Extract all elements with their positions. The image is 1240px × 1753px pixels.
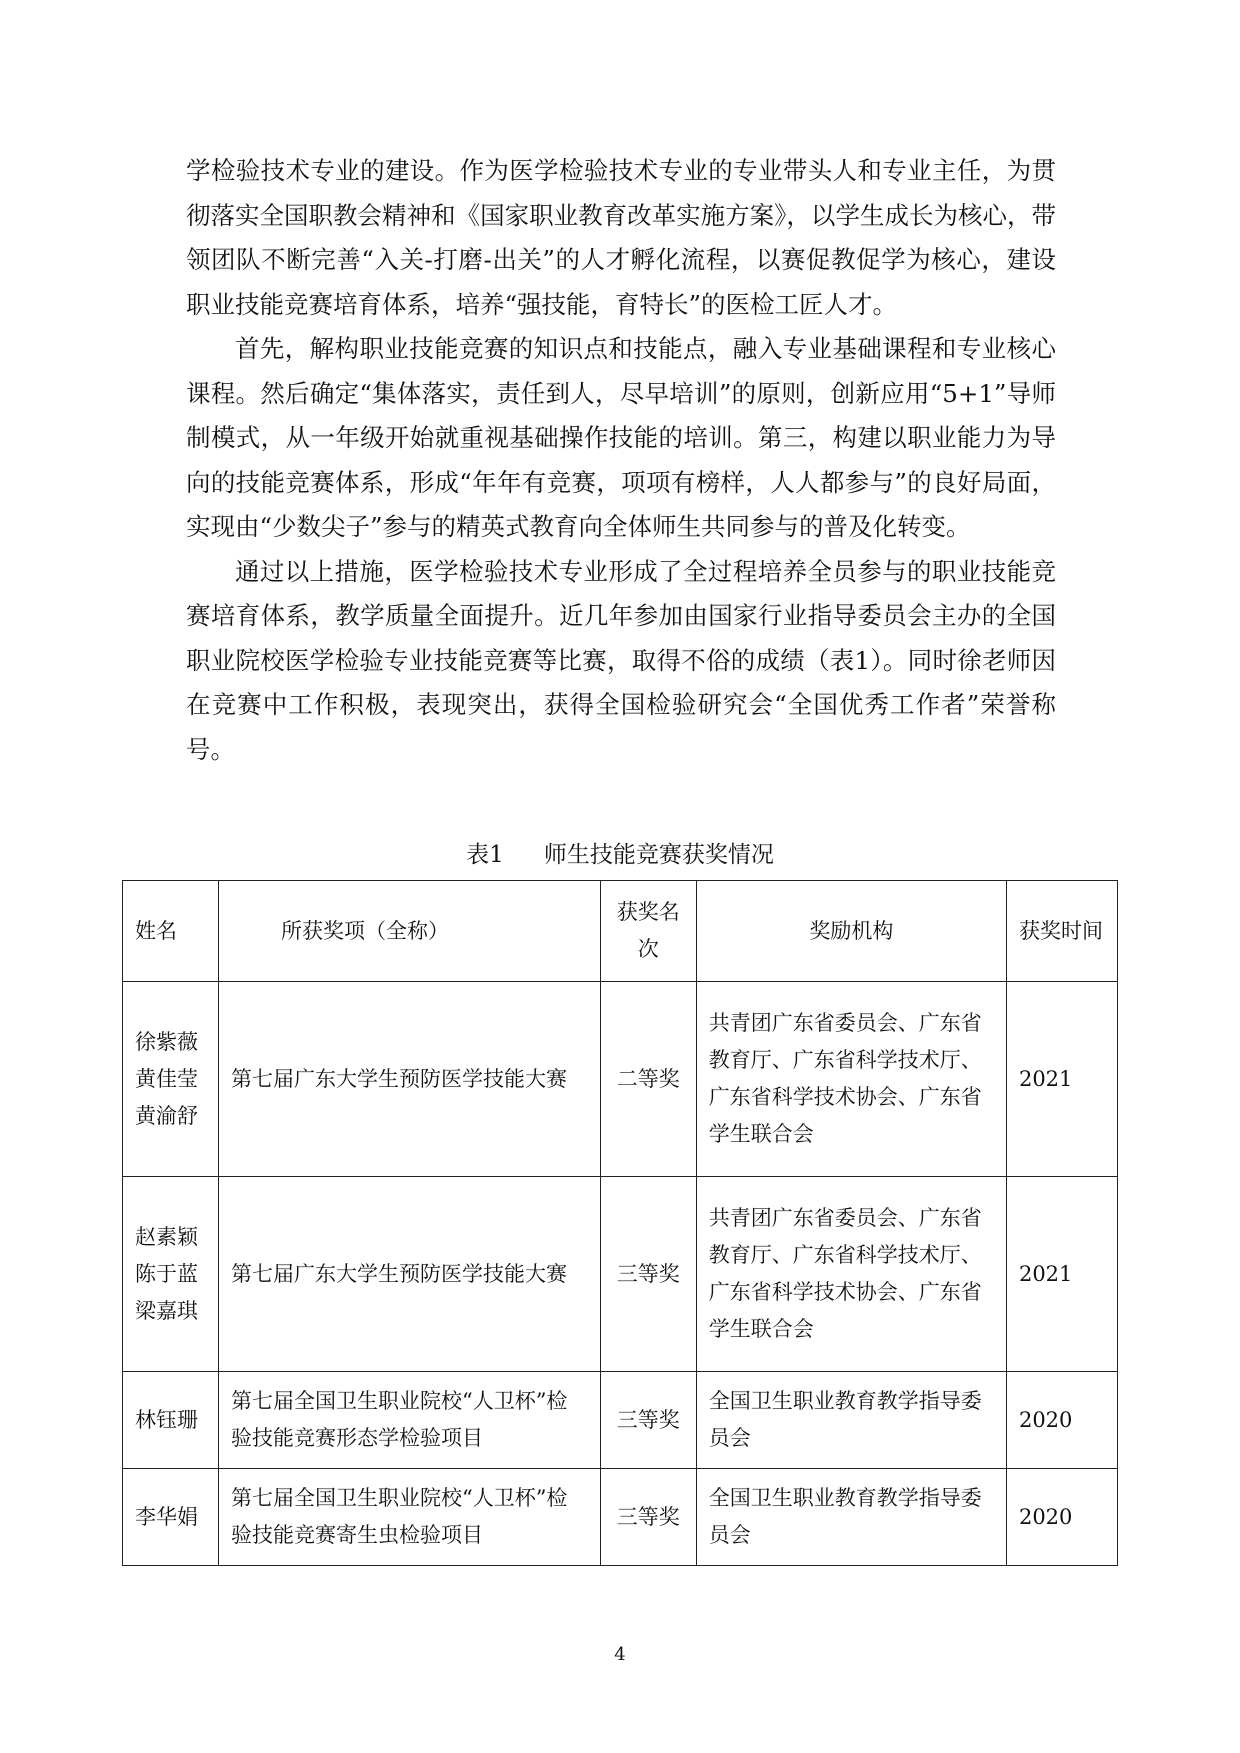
- header-award: 所获奖项（全称）: [218, 881, 600, 982]
- header-organization: 奖励机构: [696, 881, 1006, 982]
- cell-year: 2021: [1006, 1177, 1117, 1372]
- cell-year: 2021: [1006, 982, 1117, 1177]
- paragraph: 通过以上措施，医学检验技术专业形成了全过程培养全员参与的职业技能竞赛培育体系，教学质量全面提升。近几年参加由国家行业指导委员会主办的全国职业院校医学检验专业技能竞赛等比赛，取得不俗的成绩（表1）。同时徐老师因在竞赛中工作积极，表现突出，获得全国检验研究会“全国优秀工作者”荣誉称号。: [186, 556, 1056, 764]
- cell-award: 第七届广东大学生预防医学技能大赛: [218, 1177, 600, 1372]
- table-row: [123, 982, 1118, 1177]
- table-caption-number: 表1: [466, 842, 504, 868]
- winner-name: 黄渝舒: [135, 1103, 198, 1128]
- table-caption: [0, 840, 1240, 870]
- cell-organization: 共青团广东省委员会、广东省教育厅、广东省科学技术厅、广东省科学技术协会、广东省学生联合会: [696, 1177, 1006, 1372]
- winner-name: 林钰珊: [135, 1407, 198, 1432]
- awards-table: [122, 880, 1118, 1566]
- winner-name: 黄佳莹: [135, 1066, 198, 1091]
- cell-names: [123, 1469, 219, 1566]
- table-row: [123, 1177, 1118, 1372]
- cell-award: 第七届全国卫生职业院校“人卫杯”检验技能竞赛形态学检验项目: [218, 1372, 600, 1469]
- cell-organization: 全国卫生职业教育教学指导委员会: [696, 1372, 1006, 1469]
- paragraph: 首先，解构职业技能竞赛的知识点和技能点，融入专业基础课程和专业核心课程。然后确定“集体落实，责任到人，尽早培训”的原则，创新应用“5+1”导师制模式，从一年级开始就重视基础操作技能的培训。第三，构建以职业能力为导向的技能竞赛体系，形成“年年有竞赛，项项有榜样，人人都参与”的良好局面，实现由“少数尖子”参与的精英式教育向全体师生共同参与的普及化转变。: [186, 334, 1056, 541]
- cell-organization: 共青团广东省委员会、广东省教育厅、广东省科学技术厅、广东省科学技术协会、广东省学生联合会: [696, 982, 1006, 1177]
- body-text: [186, 149, 1056, 772]
- winner-name: 梁嘉琪: [135, 1298, 198, 1323]
- header-name: 姓名: [123, 881, 219, 982]
- winner-name: 徐紫薇: [135, 1029, 198, 1054]
- paragraph: 学检验技术专业的建设。作为医学检验技术专业的专业带头人和专业主任，为贯彻落实全国职教会精神和《国家职业教育改革实施方案》，以学生成长为核心，带领团队不断完善“入关-打磨-出关”的人才孵化流程，以赛促教促学为核心，建设职业技能竞赛培育体系，培养“强技能，育特长”的医检工匠人才。: [186, 156, 1056, 319]
- header-rank: 获奖名次: [600, 881, 696, 982]
- cell-names: [123, 982, 219, 1177]
- cell-rank: 三等奖: [600, 1469, 696, 1566]
- cell-rank: 三等奖: [600, 1177, 696, 1372]
- header-year: 获奖时间: [1006, 881, 1117, 982]
- table-row: [123, 1469, 1118, 1566]
- cell-names: [123, 1177, 219, 1372]
- cell-names: [123, 1372, 219, 1469]
- table-header-row: [123, 881, 1118, 982]
- table-caption-title: 师生技能竞赛获奖情况: [543, 842, 774, 868]
- winner-name: 李华娟: [135, 1504, 198, 1529]
- winner-name: 陈于蓝: [135, 1261, 198, 1286]
- cell-award: 第七届全国卫生职业院校“人卫杯”检验技能竞赛寄生虫检验项目: [218, 1469, 600, 1566]
- table-row: [123, 1372, 1118, 1469]
- page-number: 4: [614, 1644, 626, 1665]
- cell-year: 2020: [1006, 1469, 1117, 1566]
- cell-organization: 全国卫生职业教育教学指导委员会: [696, 1469, 1006, 1566]
- cell-year: 2020: [1006, 1372, 1117, 1469]
- cell-rank: 二等奖: [600, 982, 696, 1177]
- cell-rank: 三等奖: [600, 1372, 696, 1469]
- winner-name: 赵素颖: [135, 1224, 198, 1249]
- cell-award: 第七届广东大学生预防医学技能大赛: [218, 982, 600, 1177]
